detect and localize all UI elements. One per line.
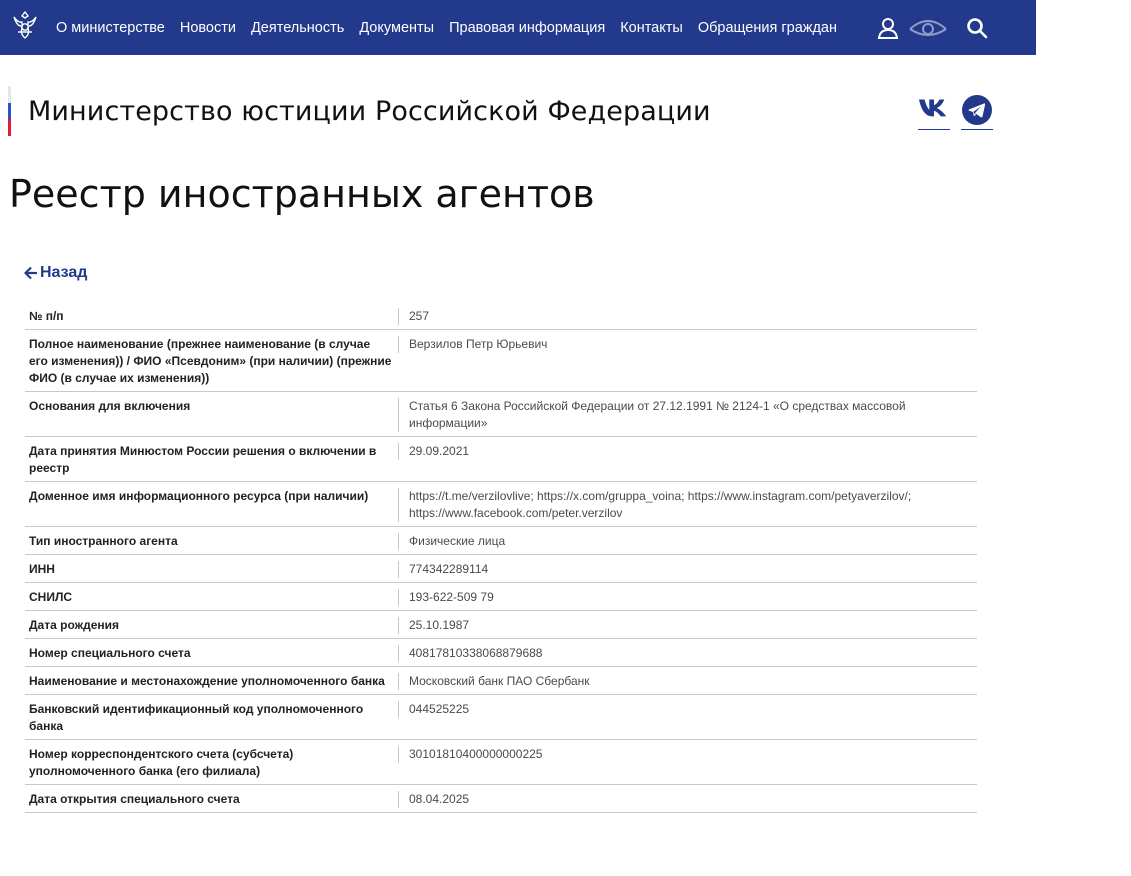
row-value: Верзилов Петр Юрьевич [398, 330, 977, 392]
nav-item-activity[interactable]: Деятельность [250, 19, 345, 36]
row-value: https://t.me/verzilovlive; https://x.com/gruppa_voina; https://www.instagram.com/petyaverzilov/; https://www.facebook.com/peter.verzilov [398, 482, 977, 527]
eye-icon[interactable] [908, 14, 948, 42]
row-label: Дата рождения [25, 611, 398, 639]
nav-item-documents[interactable]: Документы [359, 19, 435, 36]
nav-item-contacts[interactable]: Контакты [620, 19, 683, 36]
ministry-title[interactable]: Министерство юстиции Российской Федерации [28, 95, 711, 127]
row-label: Наименование и местонахождение уполномоченного банка [25, 667, 398, 695]
table-row [25, 555, 977, 583]
top-nav-bar [0, 0, 1036, 55]
flag-bar [8, 86, 11, 136]
table-row [25, 785, 977, 813]
table-row [25, 667, 977, 695]
emblem-logo[interactable] [8, 8, 42, 42]
table-row [25, 695, 977, 740]
row-label: Номер специального счета [25, 639, 398, 667]
table-row [25, 437, 977, 482]
table-row [25, 527, 977, 555]
flag-stripe-white [8, 86, 11, 103]
user-icon[interactable] [874, 14, 902, 42]
table-row [25, 740, 977, 785]
row-value: Физические лица [398, 527, 977, 555]
table-row [25, 583, 977, 611]
row-label: № п/п [25, 302, 398, 330]
table-row [25, 482, 977, 527]
row-label: Номер корреспондентского счета (субсчета) уполномоченного банка (его филиала) [25, 740, 398, 785]
registry-table [25, 302, 977, 813]
row-value: 193-622-509 79 [398, 583, 977, 611]
back-link[interactable] [24, 264, 87, 282]
row-label: Основания для включения [25, 392, 398, 437]
nav-item-legal-info[interactable]: Правовая информация [449, 19, 606, 36]
nav-item-news[interactable]: Новости [179, 19, 236, 36]
table-row [25, 639, 977, 667]
flag-stripe-red [8, 119, 11, 136]
vk-icon[interactable] [918, 95, 950, 130]
row-value: 30101810400000000225 [398, 740, 977, 785]
search-icon[interactable] [964, 14, 990, 42]
row-label: СНИЛС [25, 583, 398, 611]
back-label: Назад [40, 264, 88, 281]
row-label: Доменное имя информационного ресурса (при наличии) [25, 482, 398, 527]
table-row [25, 611, 977, 639]
row-value: 257 [398, 302, 977, 330]
row-value: 29.09.2021 [398, 437, 977, 482]
page-title: Реестр иностранных агентов [9, 172, 595, 216]
row-label: ИНН [25, 555, 398, 583]
nav-tools [874, 0, 990, 55]
table-row [25, 330, 977, 392]
row-value: 40817810338068879688 [398, 639, 977, 667]
row-value: Статья 6 Закона Российской Федерации от 27.12.1991 № 2124-1 «О средствах массовой информации» [398, 392, 977, 437]
row-label: Полное наименование (прежнее наименование (в случае его изменения)) / ФИО «Псевдоним» (при наличии) (прежние ФИО (в случае их изменения)) [25, 330, 398, 392]
table-row [25, 302, 977, 330]
ministry-header [8, 86, 711, 136]
row-label: Тип иностранного агента [25, 527, 398, 555]
row-value: 774342289114 [398, 555, 977, 583]
flag-stripe-blue [8, 103, 11, 120]
social-links [918, 95, 993, 130]
row-value: 08.04.2025 [398, 785, 977, 813]
main-menu [56, 0, 852, 55]
row-label: Дата принятия Минюстом России решения о включении в реестр [25, 437, 398, 482]
row-value: 044525225 [398, 695, 977, 740]
row-label: Дата открытия специального счета [25, 785, 398, 813]
row-label: Банковский идентификационный код уполномоченного банка [25, 695, 398, 740]
arrow-left-icon [24, 266, 38, 280]
nav-item-about[interactable]: О министерстве [56, 19, 165, 36]
row-value: Московский банк ПАО Сбербанк [398, 667, 977, 695]
row-value: 25.10.1987 [398, 611, 977, 639]
table-row [25, 392, 977, 437]
telegram-icon[interactable] [961, 95, 993, 130]
nav-item-citizen-appeals[interactable]: Обращения граждан [697, 19, 838, 36]
